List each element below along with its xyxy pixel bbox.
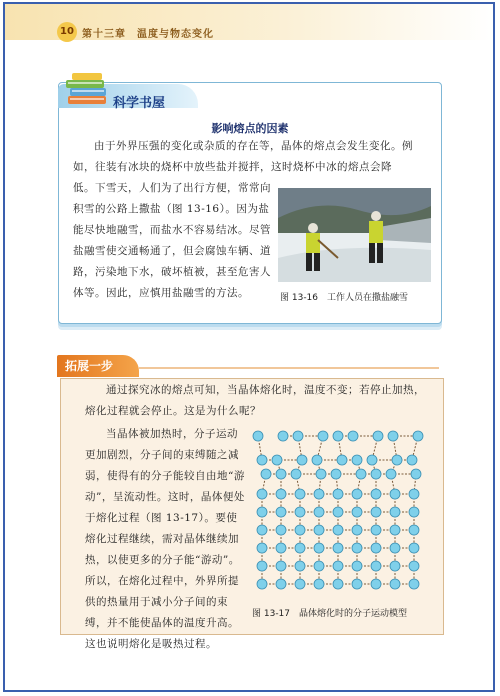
paragraph-1: 由于外界压强的变化或杂质的存在等，晶体的熔点会发生变化。例如，往装有冰块的烧杯中放些盐并搅拌，这时烧杯中冰的熔点会降 [73, 140, 413, 173]
molecule [390, 561, 400, 571]
molecule [257, 525, 267, 535]
molecule [411, 469, 421, 479]
molecule [314, 489, 324, 499]
extend-question: 通过探究冰的熔点可知，当晶体熔化时，温度不变；若停止加热，熔化过程就会停止。这是为什么呢？ [85, 384, 425, 417]
molecule [371, 525, 381, 535]
extend-tab: 拓展一步 [57, 355, 139, 377]
molecule [314, 543, 324, 553]
molecule [352, 579, 362, 589]
molecule [295, 579, 305, 589]
molecule [291, 469, 301, 479]
molecule [272, 455, 282, 465]
molecule [333, 431, 343, 441]
molecule [333, 543, 343, 553]
molecule [371, 543, 381, 553]
section-title: 科学书屋 [113, 96, 166, 111]
molecule [257, 579, 267, 589]
molecule [318, 431, 328, 441]
molecule [293, 431, 303, 441]
molecule [295, 525, 305, 535]
workers-spreading-salt-photo [278, 188, 431, 282]
molecule [333, 579, 343, 589]
molecule [333, 507, 343, 517]
molecule [390, 579, 400, 589]
molecule [352, 489, 362, 499]
molecule [388, 431, 398, 441]
extend-tab-line [139, 367, 439, 369]
molecule [390, 525, 400, 535]
molecule [257, 507, 267, 517]
molecule [295, 561, 305, 571]
molecule [276, 579, 286, 589]
molecule [314, 507, 324, 517]
molecule [276, 469, 286, 479]
molecule [352, 561, 362, 571]
molecule [352, 455, 362, 465]
molecule [312, 455, 322, 465]
molecule [276, 507, 286, 517]
molecule-melting-diagram [250, 430, 430, 600]
article-title: 影响熔点的因素 [211, 122, 289, 135]
molecule [371, 579, 381, 589]
extend-answer: 当晶体被加热时，分子运动更加剧烈，分子间的束缚随之减弱，使得有的分子能较自由地“游动”，呈流动性。这时，晶体便处于熔化过程（图 13-17）。要使熔化过程继续，需对晶体继续加热，以使更多的分子能“游动”。所以，在熔化过程中，外界所提供的热量用于减小分子间的束缚，并不能使晶体的温度升高。这也说明熔化是吸热过程。 [85, 428, 245, 650]
molecule [409, 489, 419, 499]
molecule [295, 543, 305, 553]
molecule [390, 489, 400, 499]
molecule [409, 543, 419, 553]
molecule [371, 489, 381, 499]
molecule [390, 507, 400, 517]
molecule [371, 561, 381, 571]
molecule [371, 469, 381, 479]
molecule [373, 431, 383, 441]
molecule [409, 507, 419, 517]
molecule [314, 525, 324, 535]
molecule [409, 561, 419, 571]
molecule [333, 561, 343, 571]
stacked-books-icon [64, 70, 110, 110]
molecule [314, 561, 324, 571]
molecule [276, 561, 286, 571]
molecule [337, 455, 347, 465]
molecule [386, 469, 396, 479]
molecule [257, 455, 267, 465]
molecule [257, 561, 267, 571]
molecule [261, 469, 271, 479]
molecule [392, 455, 402, 465]
molecule [352, 543, 362, 553]
molecule [331, 469, 341, 479]
molecule [333, 525, 343, 535]
molecule [390, 543, 400, 553]
molecule [407, 455, 417, 465]
molecule [257, 543, 267, 553]
molecule [356, 469, 366, 479]
molecule [276, 543, 286, 553]
molecule [413, 431, 423, 441]
molecule [253, 431, 263, 441]
molecule [295, 489, 305, 499]
molecule [276, 525, 286, 535]
diagram-caption: 图 13-17 晶体熔化时的分子运动模型 [252, 609, 408, 619]
molecule [367, 455, 377, 465]
molecule [348, 431, 358, 441]
molecule [295, 507, 305, 517]
molecule [257, 489, 267, 499]
molecule [276, 489, 286, 499]
molecule [371, 507, 381, 517]
molecule [278, 431, 288, 441]
chapter-title: 第十三章 温度与物态变化 [82, 29, 214, 40]
molecule [333, 489, 343, 499]
molecule [314, 579, 324, 589]
page-number: 10 [57, 22, 77, 42]
molecule [352, 507, 362, 517]
molecule [316, 469, 326, 479]
photo-caption: 图 13-16 工作人员在撒盐融雪 [280, 293, 409, 303]
molecule [409, 579, 419, 589]
molecule [297, 455, 307, 465]
molecule [409, 525, 419, 535]
molecule [352, 525, 362, 535]
paragraph-2: 低。下雪天，人们为了出行方便，常常向积雪的公路上撒盐（图 13-16）。因为盐能尽快地融雪，而盐水不容易结冰。尽管盐融雪使交通畅通了，但会腐蚀车辆、道路，污染地下水，破坏植被，甚至危害人体等。因此，应慎用盐融雪的方法。 [73, 182, 271, 299]
